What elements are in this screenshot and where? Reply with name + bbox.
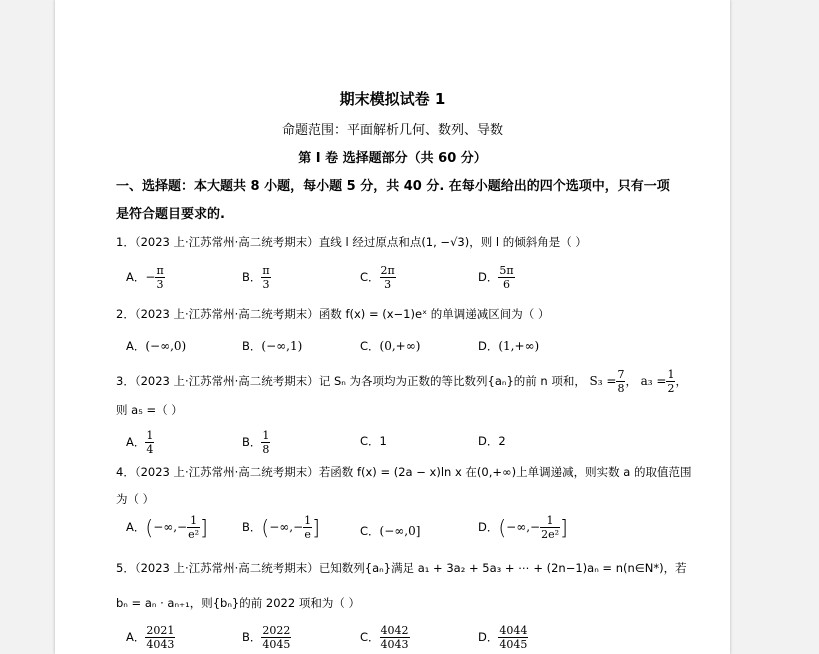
question-4: 4．（2023 上·江苏常州·高二统考期末）若函数 f(x) = (2a − x)ln x 在(0,+∞)上单调递减，则实数 a 的取值范围 (116, 465, 692, 479)
option-c[interactable]: C． $\frac{2\pi}{3}$ (360, 264, 395, 291)
option-b[interactable]: B． $\frac{2022}{4045}$ (242, 624, 291, 651)
question-4-line2: 为（ ） (116, 492, 155, 506)
question-5-line2: bₙ = aₙ · aₙ₊₁，则{bₙ}的前 2022 项和为（ ） (116, 596, 360, 610)
document-page (55, 0, 730, 654)
option-c[interactable]: C．1 (360, 434, 387, 448)
option-b[interactable]: B． $\frac{\pi}{3}$ (242, 264, 270, 291)
question-3: 3．（2023 上·江苏常州·高二统考期末）记 Sₙ 为各项均为正数的等比数列{aₙ}的前 n 项和， S₃ = $\frac{7}{8}$ ， a₃ = $\frac{1}{2}$ ， (116, 368, 687, 395)
option-b[interactable]: B． $\frac{1}{8}$ (242, 429, 270, 456)
option-d[interactable]: D． $\frac{5\pi}{6}$ (478, 264, 514, 291)
option-a[interactable]: A． $\frac{2021}{4043}$ (126, 624, 175, 651)
section-instructions-line1: 一、选择题：本大题共 8 小题，每小题 5 分，共 40 分. 在每小题给出的四个选项中，只有一项 (116, 179, 670, 194)
option-a[interactable]: A． $\frac{1}{4}$ (126, 429, 154, 456)
exam-scope: 命题范围：平面解析几何、数列、导数 (281, 123, 503, 138)
option-d[interactable]: D． $\frac{4044}{4045}$ (478, 624, 528, 651)
volume-heading: 第 I 卷 选择题部分（共 60 分） (298, 151, 487, 166)
option-c[interactable]: C． $\frac{4042}{4043}$ (360, 624, 409, 651)
section-instructions-line2: 是符合题目要求的. (116, 207, 225, 222)
option-d[interactable]: D．(1,+∞) (478, 339, 540, 353)
option-b[interactable]: B．(−∞,1) (242, 339, 303, 353)
question-source: （2023 上·江苏常州·高二统考期末） (134, 235, 319, 249)
page-title: 期末模拟试卷 1 (339, 90, 446, 108)
option-c[interactable]: C．(0,+∞) (360, 339, 421, 353)
option-d[interactable]: D．2 (478, 434, 506, 448)
question-1 (116, 234, 587, 250)
question-text: 直线 l 经过原点和点(1, −√3)，则 l 的倾斜角是（ ） (318, 235, 587, 249)
option-c[interactable]: C．(−∞,0] (360, 524, 421, 538)
option-a[interactable]: A．(−∞,− $\frac{1}{\text{e²}}$ ] (126, 514, 208, 541)
option-a[interactable]: A．− $\frac{\pi}{3}$ (126, 264, 164, 291)
question-number: 1． (116, 235, 135, 249)
question-2: 2．（2023 上·江苏常州·高二统考期末）函数 f(x) = (x−1)eˣ 的单调递减区间为（ ） (116, 307, 550, 321)
option-a[interactable]: A．(−∞,0) (126, 339, 187, 353)
option-d[interactable]: D．(−∞,− $\frac{1}{\text{2e²}}$ ] (478, 514, 568, 541)
option-b[interactable]: B．(−∞,− $\frac{1}{e}$ ] (242, 514, 320, 541)
question-5: 5．（2023 上·江苏常州·高二统考期末）已知数列{aₙ}满足 a₁ + 3a₂ + 5a₃ + ⋯ + (2n−1)aₙ = n(n∈N*)，若 (116, 561, 687, 575)
question-3-line2: 则 a₅ =（ ） (116, 403, 183, 417)
